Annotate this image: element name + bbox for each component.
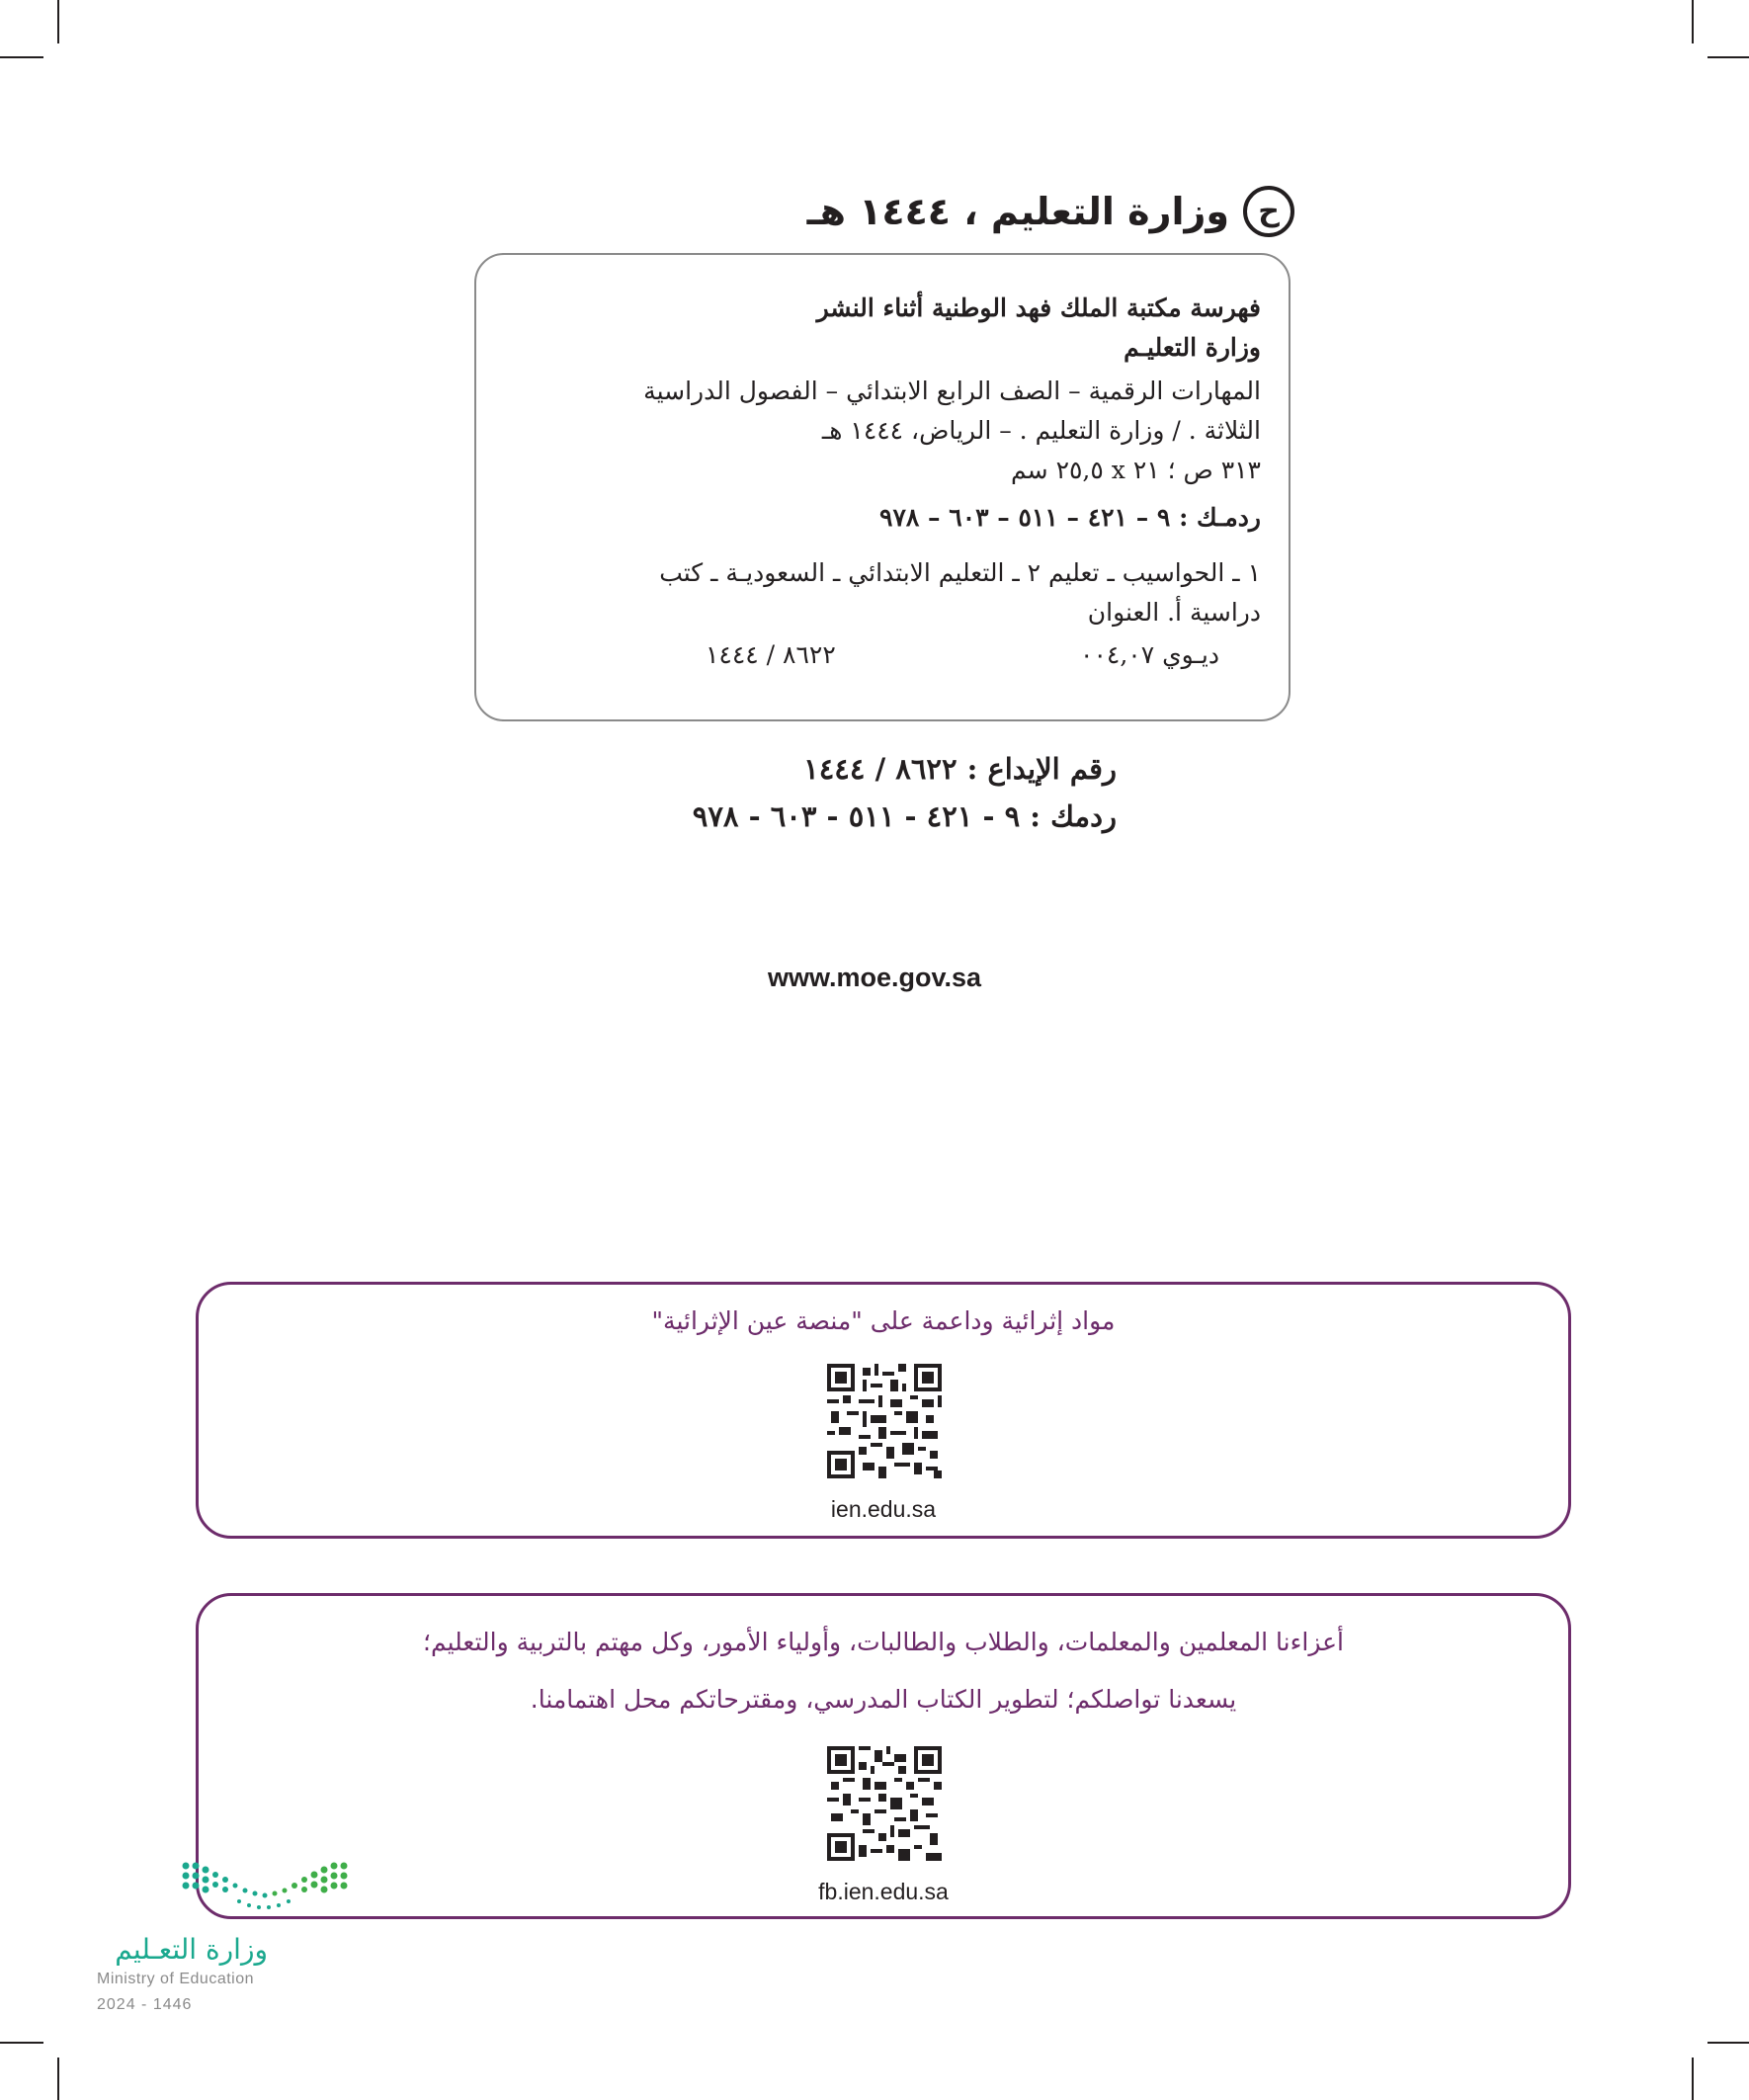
copyright-text: وزارة التعليم ، ١٤٤٤ هـ (806, 190, 1229, 233)
cataloging-in-publication-box (474, 253, 1291, 721)
copyright-symbol: ح (1243, 186, 1294, 237)
enrichment-url[interactable]: ien.edu.sa (830, 1496, 937, 1522)
catalog-extent: ٣١٣ ص ؛ ٢١ x ٢٥,٥ سم (1011, 456, 1261, 484)
catalog-dewey-row (706, 640, 1219, 669)
enrichment-caption: مواد إثرائية وداعمة على "منصة عين الإثرائية" (651, 1306, 1116, 1335)
qr-code-icon[interactable] (827, 1364, 942, 1478)
feedback-line2: يسعدنا تواصلكم؛ لتطوير الكتاب المدرسي، ومقترحاتكم محل اهتمامنا. (530, 1685, 1237, 1714)
deposit-block (632, 745, 1117, 840)
feedback-line1: أعزاءنا المعلمين والمعلمات، والطلاب والطالبات، وأولياء الأمور، وكل مهتم بالتربية والتعليم؛ (423, 1628, 1344, 1656)
crop-mark-bottom-left-h (0, 2042, 43, 2044)
copyright-line (593, 186, 1294, 237)
ministry-logo-dots-icon (180, 1858, 348, 1917)
catalog-dewey: ديـوي ٠٠٤,٠٧ (1080, 640, 1219, 669)
crop-mark-top-right-v (1692, 0, 1694, 43)
ministry-logo-year: 2024 - 1446 (97, 1996, 193, 2013)
ministry-logo-arabic: وزارة التعـليم (115, 1933, 268, 1966)
deposit-number: رقم الإيداع : ٨٦٢٢ / ١٤٤٤ (803, 752, 1117, 786)
crop-mark-bottom-right-v (1692, 2058, 1694, 2100)
catalog-isbn: ردمـك : ٩ – ٤٢١ – ٥١١ – ٦٠٣ – ٩٧٨ (879, 503, 1261, 532)
crop-mark-top-left-h (0, 56, 43, 58)
ministry-logo-english: Ministry of Education (97, 1971, 255, 1987)
crop-mark-bottom-right-h (1707, 2042, 1749, 2044)
catalog-heading: فهرسة مكتبة الملك فهد الوطنية أثناء النشر (816, 294, 1261, 322)
catalog-subjects-line2: دراسية أ. العنوان (1087, 598, 1261, 627)
feedback-url[interactable]: fb.ien.edu.sa (818, 1879, 949, 1904)
feedback-qr-box (196, 1593, 1571, 1919)
deposit-isbn: ردمك : ٩ - ٤٢١ - ٥١١ - ٦٠٣ - ٩٧٨ (692, 799, 1117, 833)
catalog-title-line2: الثلاثة . / وزارة التعليم . – الرياض، ١٤٤٤ هـ (821, 416, 1261, 445)
catalog-author: وزارة التعليـم (1124, 333, 1261, 362)
qr-code-icon[interactable] (827, 1746, 942, 1861)
website-link[interactable]: www.moe.gov.sa (767, 963, 982, 992)
crop-mark-top-right-h (1707, 56, 1749, 58)
catalog-subjects-line1: ١ ـ الحواسيب ـ تعليم ٢ ـ التعليم الابتدائي ـ السعوديـة ـ كتب (659, 558, 1261, 587)
catalog-deposit-short: ٨٦٢٢ / ١٤٤٤ (706, 640, 836, 669)
enrichment-qr-box (196, 1282, 1571, 1539)
ministry-logo (95, 1858, 372, 2021)
catalog-title-line1: المهارات الرقمية – الصف الرابع الابتدائي – الفصول الدراسية (643, 377, 1261, 405)
crop-mark-bottom-left-v (57, 2058, 59, 2100)
crop-mark-top-left-v (57, 0, 59, 43)
